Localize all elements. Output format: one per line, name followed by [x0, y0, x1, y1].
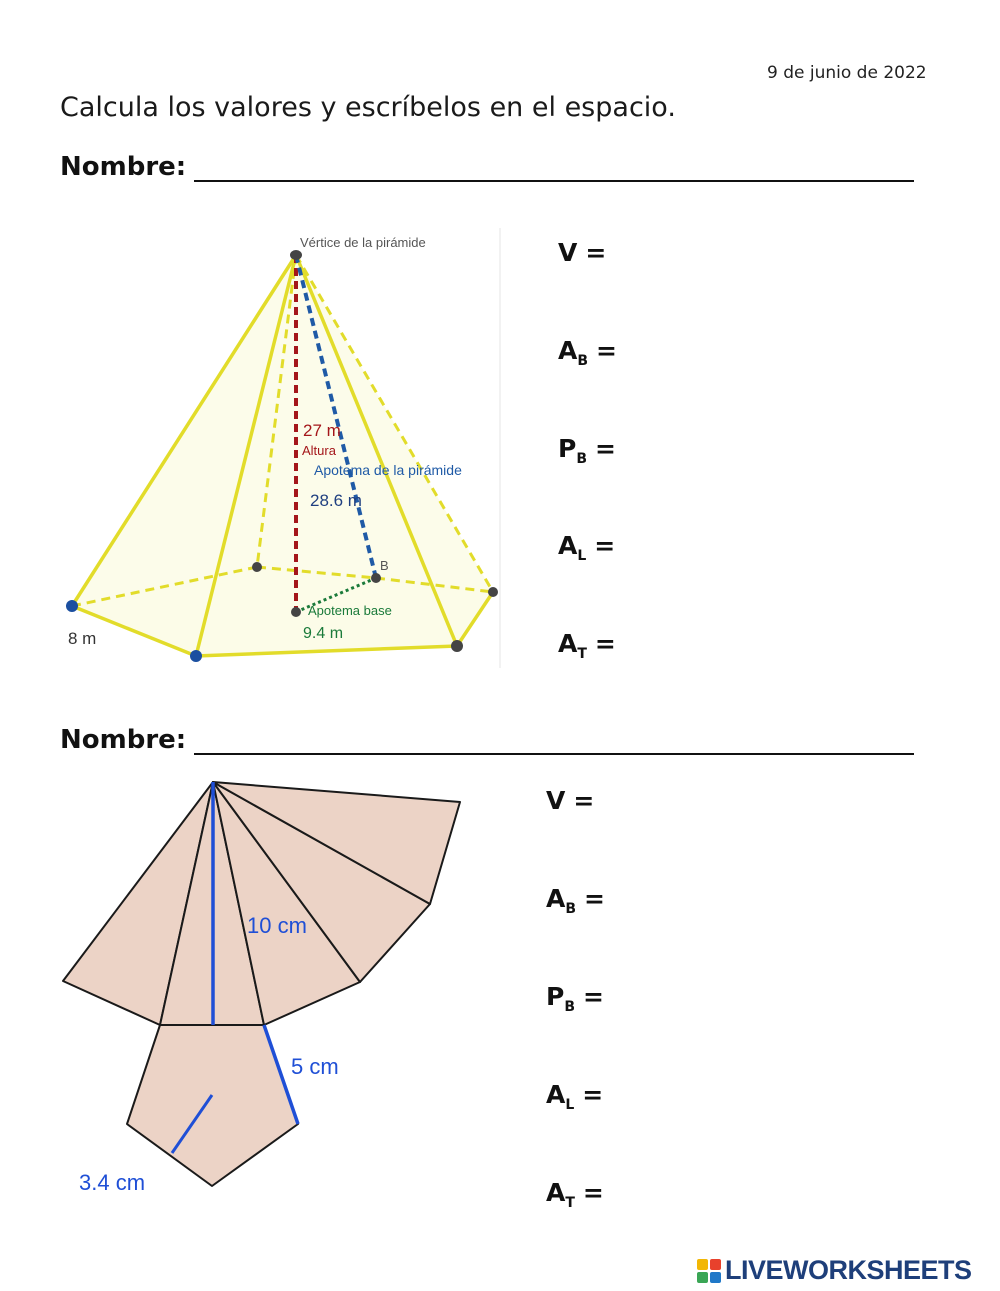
name-label: Nombre: — [60, 725, 187, 755]
formula-symbol: A — [558, 531, 578, 560]
center-point — [291, 607, 301, 617]
slant-value: 10 cm — [247, 913, 307, 938]
height-label: Altura — [302, 443, 336, 458]
formula-symbol: A — [558, 336, 578, 365]
formula-row — [546, 982, 864, 1015]
side-value: 8 m — [68, 629, 97, 648]
formula-subscript: B — [576, 451, 587, 467]
formula-row — [546, 1178, 864, 1211]
formula-equals: = — [594, 629, 616, 658]
answer-field[interactable] — [616, 240, 866, 268]
formula-symbol: V — [558, 238, 578, 267]
answer-field[interactable] — [604, 788, 854, 816]
formula-subscript: T — [565, 1195, 575, 1211]
formula-row — [558, 531, 875, 564]
formula-equals: = — [582, 1178, 604, 1207]
formula-equals: = — [585, 238, 607, 267]
answer-field[interactable] — [614, 1180, 864, 1208]
formula-row — [558, 238, 866, 268]
formula-symbol: P — [558, 434, 577, 463]
formula-equals: = — [595, 434, 616, 463]
formula-symbol: P — [546, 982, 565, 1011]
name-label: Nombre: — [60, 152, 187, 182]
formula-row — [558, 336, 877, 369]
formula-equals: = — [594, 531, 616, 560]
apothem-base-value: 9.4 m — [303, 625, 344, 642]
formula-symbol: A — [546, 1080, 566, 1109]
answer-field[interactable] — [613, 1082, 863, 1110]
vertex-point — [290, 250, 302, 260]
base-vertex-point — [66, 600, 78, 612]
formula-equals: = — [582, 1080, 604, 1109]
formula-symbol: V — [546, 786, 566, 815]
formula-row — [546, 1080, 863, 1113]
formula-equals: = — [583, 982, 604, 1011]
pyramid-figure — [60, 228, 505, 673]
name-row-2 — [60, 725, 914, 755]
formula-row — [546, 884, 865, 917]
base-vertex-point — [190, 650, 202, 662]
formula-subscript: L — [577, 548, 587, 564]
date: 9 de junio de 2022 — [767, 63, 927, 83]
point-b-label: B — [380, 558, 389, 573]
apothem-pyramid-value: 28.6 m — [310, 491, 362, 510]
liveworksheets-logo-icon — [697, 1259, 721, 1283]
formula-symbol: A — [546, 1178, 566, 1207]
liveworksheets-brand — [697, 1255, 972, 1286]
answer-field[interactable] — [627, 338, 877, 366]
formula-symbol: A — [558, 629, 578, 658]
base-vertex-point — [252, 562, 262, 572]
formula-row — [558, 629, 876, 662]
brand-name: LIVEWORKSHEETS — [725, 1255, 972, 1285]
formula-equals: = — [573, 786, 595, 815]
vertex-label: Vértice de la pirámide — [300, 235, 426, 250]
height-value: 27 m — [303, 421, 341, 440]
formula-subscript: L — [565, 1097, 575, 1113]
name-row-1 — [60, 152, 914, 182]
name-input-line[interactable] — [194, 179, 914, 182]
point-b — [371, 573, 381, 583]
answer-field[interactable] — [625, 533, 875, 561]
apothem-base-label: Apotema base — [308, 603, 392, 618]
answer-field[interactable] — [614, 984, 864, 1012]
formula-subscript: B — [565, 901, 577, 917]
name-input-line[interactable] — [194, 752, 914, 755]
side-value: 5 cm — [291, 1054, 339, 1079]
formula-row — [546, 786, 854, 816]
answer-field[interactable] — [626, 631, 876, 659]
formula-subscript: B — [577, 353, 589, 369]
formula-subscript: B — [564, 999, 575, 1015]
pyramid-net-figure — [55, 776, 475, 1196]
formula-subscript: T — [577, 646, 587, 662]
answer-field[interactable] — [626, 436, 876, 464]
answer-field[interactable] — [615, 886, 865, 914]
formula-symbol: A — [546, 884, 566, 913]
formula-row — [558, 434, 876, 467]
formula-equals: = — [596, 336, 617, 365]
formula-equals: = — [584, 884, 605, 913]
base-vertex-point — [488, 587, 498, 597]
apothem-pyramid-label: Apotema de la pirámide — [314, 462, 462, 478]
instruction: Calcula los valores y escríbelos en el espacio. — [60, 92, 676, 123]
base-vertex-point — [451, 640, 463, 652]
base-apothem-value: 3.4 cm — [79, 1170, 146, 1195]
